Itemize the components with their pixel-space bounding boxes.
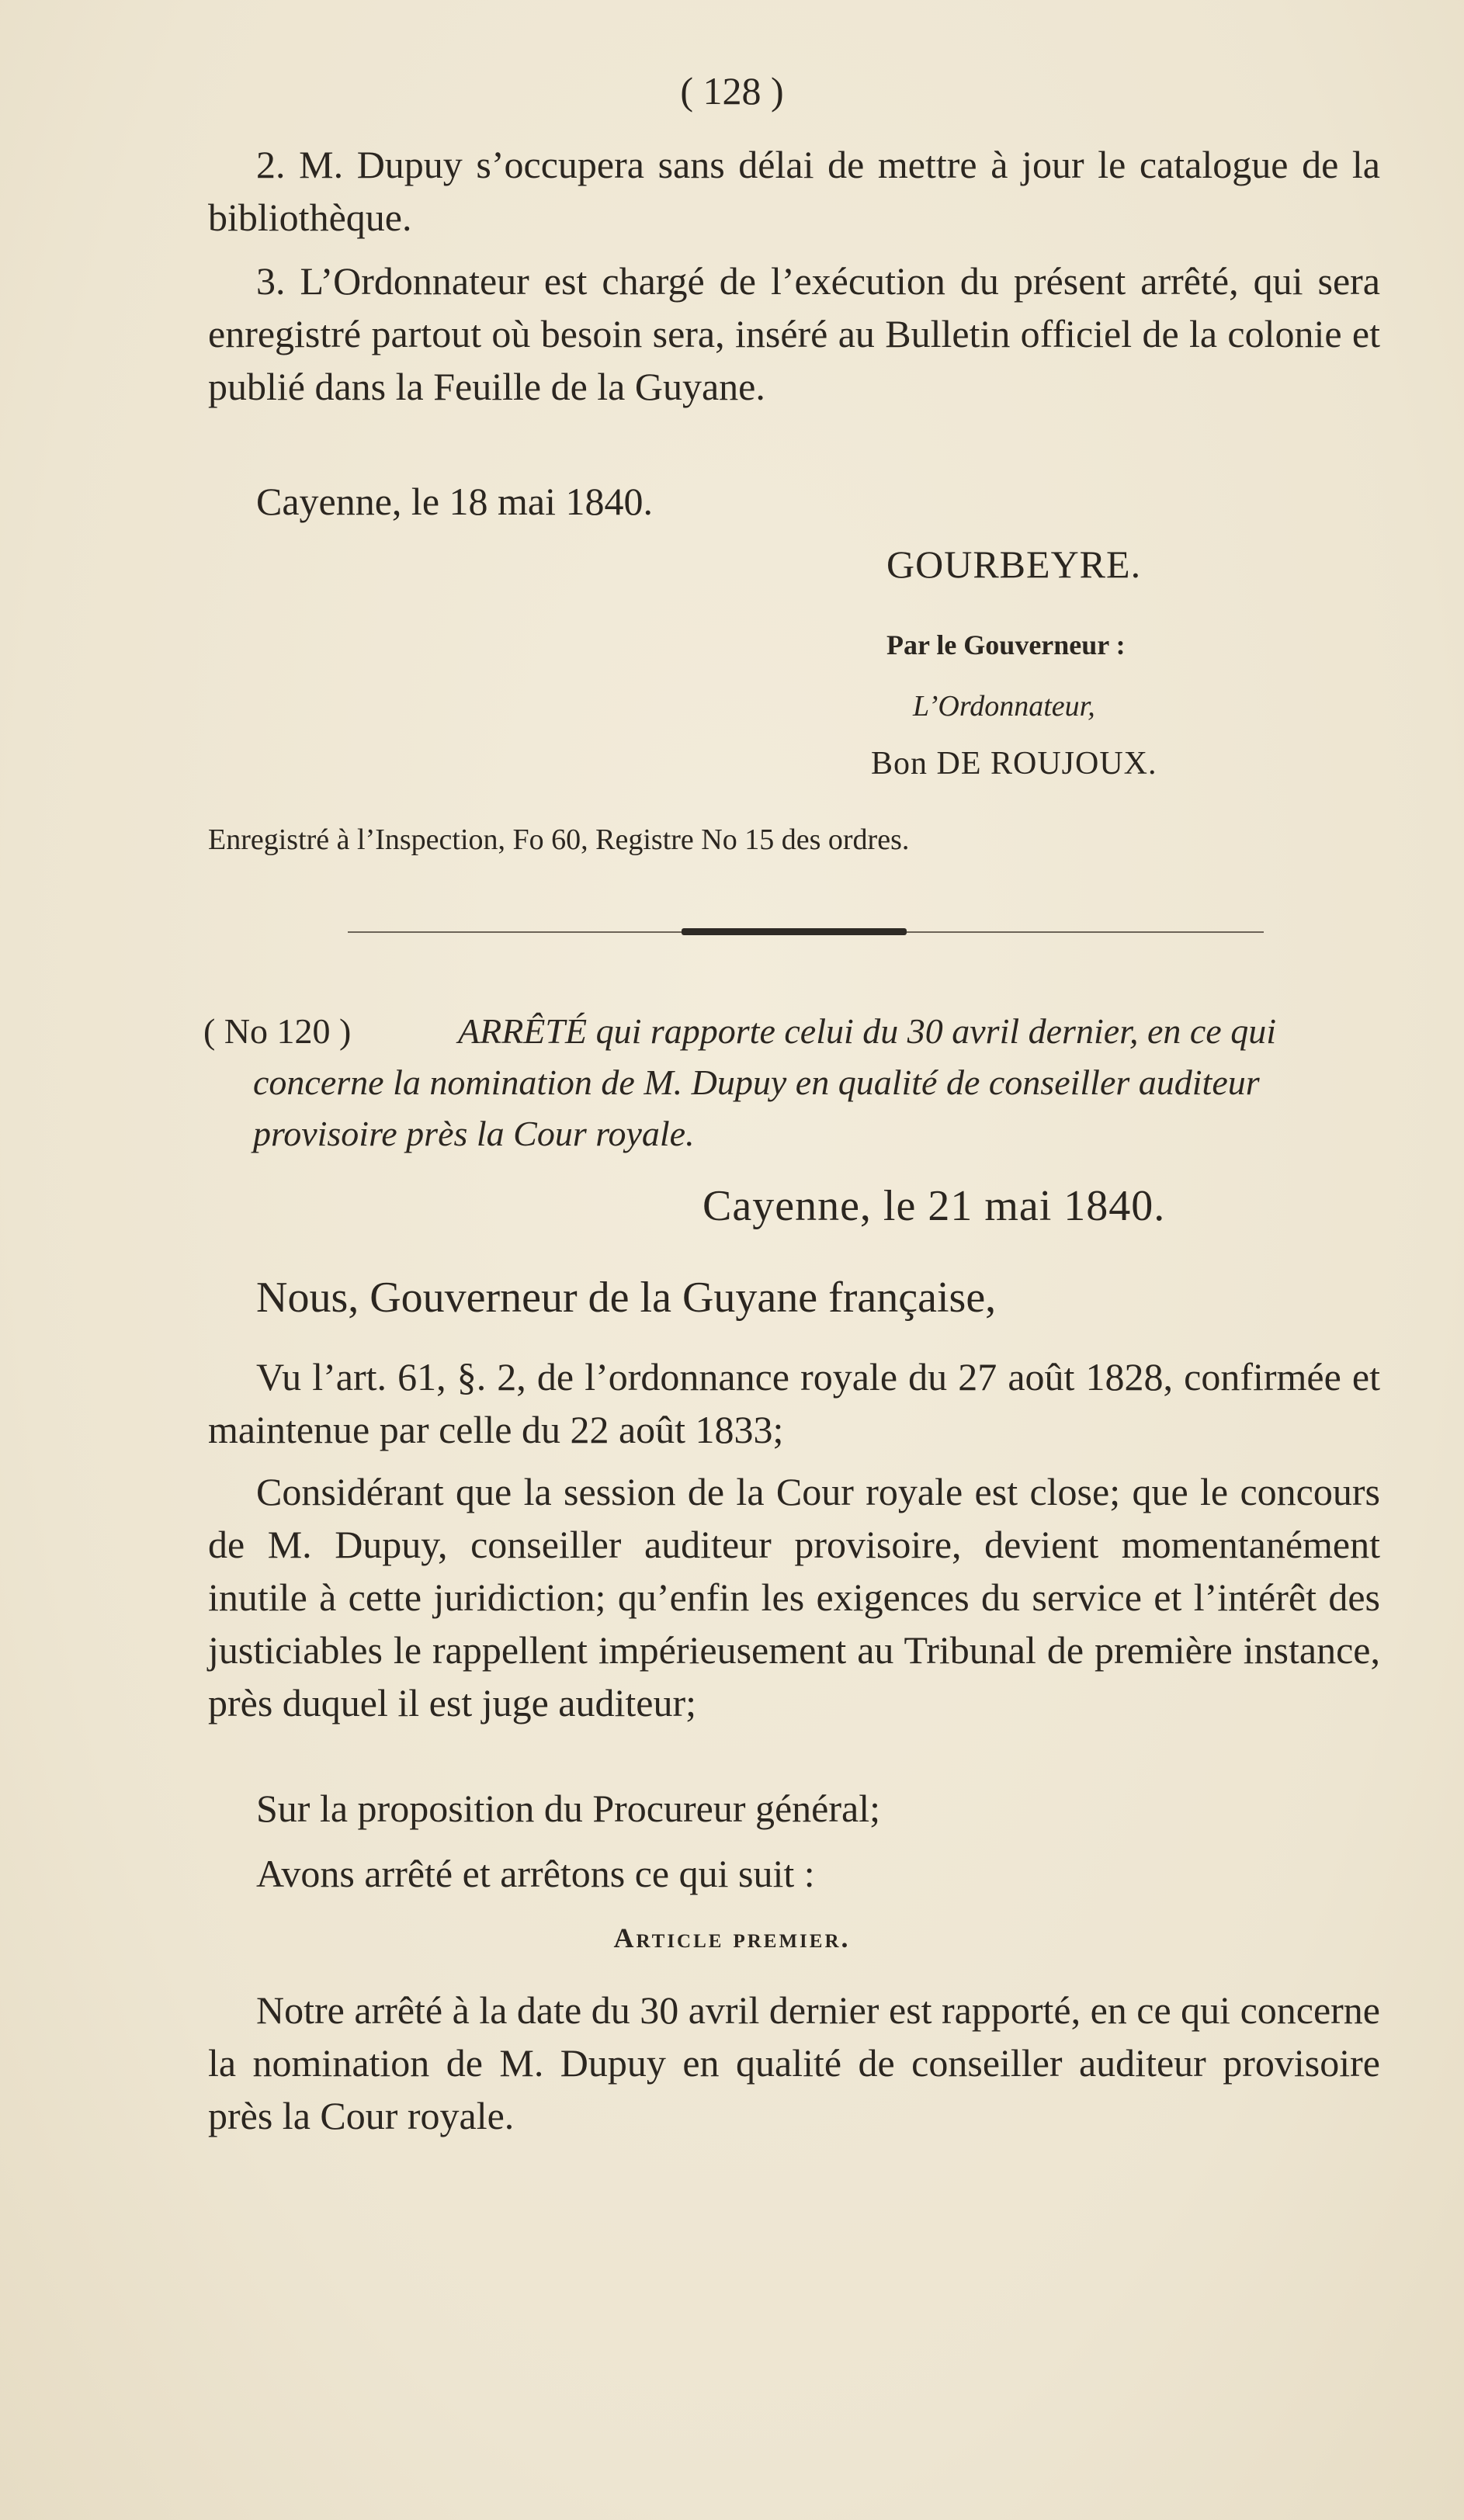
paragraph-article: Notre arrêté à la date du 30 avril dernier est rapporté, en ce qui concerne la nomination de M. Dupuy en qualité de conseiller auditeur provisoire près la Cour royale. — [208, 1988, 1380, 2137]
par-le-gouverneur: Par le Gouverneur : — [886, 629, 1126, 660]
page-number: ( 128 ) — [680, 69, 784, 113]
section-divider — [348, 931, 1264, 933]
ordonnateur-title: L’Ordonnateur, — [913, 690, 1095, 723]
nous-gouverneur: Nous, Gouverneur de la Guyane française, — [256, 1274, 997, 1322]
paragraph-item-2: 2. M. Dupuy s’occupera sans délai de mettre à jour le catalogue de la bibliothèque. — [208, 143, 1380, 239]
ordonnateur-name: Bon DE ROUJOUX. — [871, 746, 1157, 782]
paragraph-vu: Vu l’art. 61, §. 2, de l’ordonnance royale du 27 août 1828, confirmée et maintenue par celle du 22 août 1833; — [208, 1355, 1380, 1451]
arrete-number: ( No 120 ) — [203, 1011, 352, 1051]
paragraph-considerant: Considérant que la session de la Cour royale est close; que le concours de M. Dupuy, conseiller auditeur provisoire, devient momentanément inutile à cette juridiction; qu’enfin les exigences du service et l’intérêt des justiciables le rappellent impérieusement au Tribunal de première instance, près duquel il est juge auditeur; — [208, 1470, 1380, 1724]
arrete-heading: ARRÊTÉ qui rapporte celui du 30 avril dernier, en ce qui concerne la nomination de M. Dupuy en qualité de conseiller auditeur provisoire près la Cour royale. — [253, 1011, 1276, 1153]
place-date-1: Cayenne, le 18 mai 1840. — [256, 480, 653, 523]
paragraph-sur: Sur la proposition du Procureur général; — [256, 1787, 880, 1830]
article-title: Article premier. — [613, 1922, 851, 1953]
signature-governor: GOURBEYRE. — [886, 542, 1142, 586]
divider-bar — [682, 928, 907, 935]
registration-line: Enregistré à l’Inspection, Fo 60, Registre No 15 des ordres. — [208, 823, 910, 856]
place-date-2: Cayenne, le 21 mai 1840. — [703, 1182, 1166, 1230]
paragraph-item-3: 3. L’Ordonnateur est chargé de l’exécution du présent arrêté, qui sera enregistré partout où besoin sera, inséré au Bulletin officiel de la colonie et publié dans la Feuille de la Guyane. — [208, 259, 1380, 408]
paragraph-avons: Avons arrêté et arrêtons ce qui suit : — [256, 1852, 815, 1895]
